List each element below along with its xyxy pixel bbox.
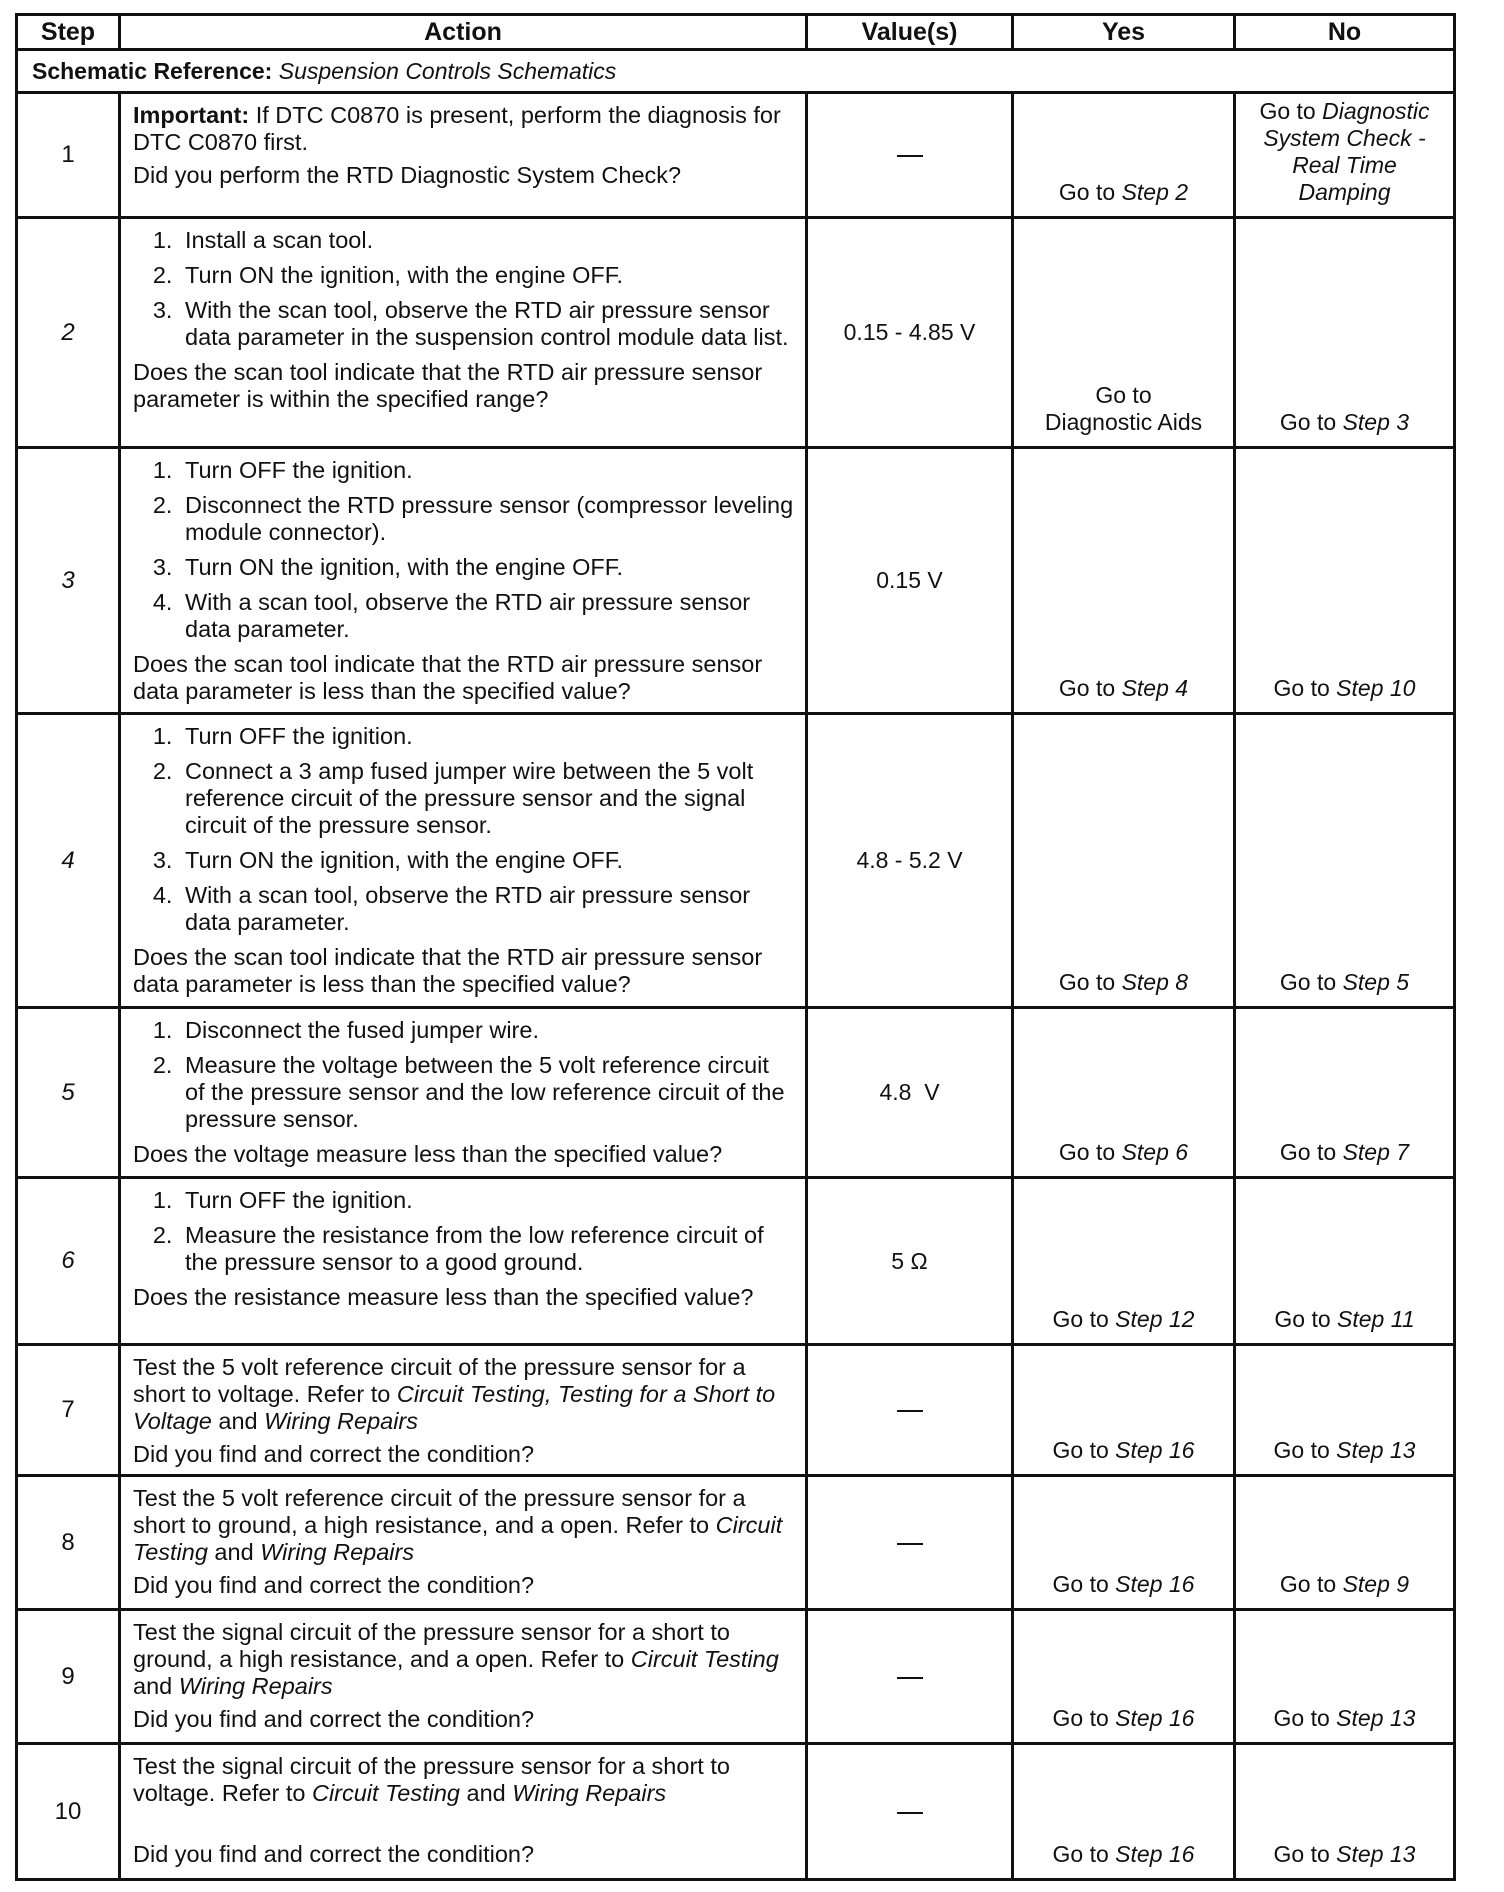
no-cell bbox=[1235, 1476, 1455, 1610]
step-row bbox=[17, 448, 1455, 714]
action-question: Did you find and correct the condition? bbox=[133, 1706, 535, 1732]
value-cell bbox=[807, 93, 1013, 218]
value-cell bbox=[807, 1610, 1013, 1744]
schematic-reference-label: Schematic Reference: bbox=[32, 57, 273, 84]
step-number: 1 bbox=[17, 93, 120, 218]
diagnostic-table bbox=[15, 13, 1456, 1881]
step-number: 6 bbox=[17, 1178, 120, 1345]
action-cell bbox=[120, 448, 807, 714]
goto-prefix: Go to bbox=[1259, 98, 1316, 124]
no-goto-link[interactable]: Step 13 bbox=[1336, 1841, 1416, 1867]
yes-goto-link[interactable]: Step 8 bbox=[1121, 969, 1189, 995]
yes-cell bbox=[1013, 448, 1235, 714]
no-cell bbox=[1235, 1345, 1455, 1476]
step-number: 7 bbox=[17, 1345, 120, 1476]
yes-goto-link[interactable]: Step 16 bbox=[1115, 1571, 1195, 1597]
action-question: Does the resistance measure less than the specified value? bbox=[133, 1284, 754, 1310]
no-cell bbox=[1235, 448, 1455, 714]
value-cell bbox=[807, 714, 1013, 1008]
reference-link[interactable]: Circuit Testing bbox=[311, 1780, 460, 1806]
instruction-text: Test the signal circuit of the pressure sensor for a short to ground, a high resistance, and a open. Refer to bbox=[133, 1619, 730, 1672]
substep: 2. Measure the voltage between the 5 volt reference circuit of the pressure sensor and the low reference circuit of the pressure sensor. bbox=[179, 1052, 795, 1133]
instruction-text: Test the signal circuit of the pressure sensor for a short to voltage. Refer to bbox=[133, 1753, 730, 1806]
goto-prefix: Go to bbox=[1273, 1705, 1330, 1731]
goto-prefix: Go to bbox=[1052, 1571, 1109, 1597]
spec-value: 0.15 V bbox=[876, 567, 943, 593]
step-row bbox=[17, 1345, 1455, 1476]
step-row bbox=[17, 1476, 1455, 1610]
substep: 4. With a scan tool, observe the RTD air pressure sensor data parameter. bbox=[179, 589, 795, 643]
action-cell bbox=[120, 714, 807, 1008]
no-cell bbox=[1235, 93, 1455, 218]
substep: 4. With a scan tool, observe the RTD air pressure sensor data parameter. bbox=[179, 882, 795, 936]
action-instruction bbox=[133, 1485, 795, 1566]
goto-prefix: Go to bbox=[1095, 382, 1152, 408]
no-cell bbox=[1235, 218, 1455, 448]
yes-cell bbox=[1013, 93, 1235, 218]
substep: 3. With the scan tool, observe the RTD air pressure sensor data parameter in the suspension control module data list. bbox=[179, 297, 795, 351]
step-number: 2 bbox=[17, 218, 120, 448]
important-note bbox=[133, 102, 795, 156]
spec-value: 4.8 V bbox=[879, 1079, 940, 1105]
reference-link[interactable]: Wiring Repairs bbox=[260, 1539, 415, 1565]
important-label: Important: bbox=[133, 102, 250, 128]
substep-list bbox=[133, 1187, 795, 1276]
instruction-text: and bbox=[460, 1780, 513, 1806]
no-cell bbox=[1235, 1178, 1455, 1345]
instruction-text: and bbox=[133, 1673, 179, 1699]
header-row bbox=[17, 15, 1455, 50]
substep: 2. Disconnect the RTD pressure sensor (compressor leveling module connector). bbox=[179, 492, 795, 546]
substep: 2. Measure the resistance from the low reference circuit of the pressure sensor to a good ground. bbox=[179, 1222, 795, 1276]
goto-prefix: Go to bbox=[1052, 1841, 1109, 1867]
step-number: 10 bbox=[17, 1744, 120, 1880]
no-goto-link[interactable]: Step 11 bbox=[1337, 1306, 1415, 1332]
action-instruction bbox=[133, 1619, 795, 1700]
yes-cell bbox=[1013, 714, 1235, 1008]
no-goto-link[interactable]: Step 13 bbox=[1336, 1437, 1416, 1463]
substep-list bbox=[133, 723, 795, 936]
instruction-text: and bbox=[211, 1408, 265, 1434]
reference-link[interactable]: Circuit Testing, Testing for a Short to Voltage bbox=[133, 1381, 776, 1434]
action-cell bbox=[120, 1744, 807, 1880]
goto-prefix: Go to bbox=[1058, 179, 1116, 205]
no-cell bbox=[1235, 1610, 1455, 1744]
header-step: Step bbox=[17, 15, 120, 50]
yes-goto-link[interactable]: Step 4 bbox=[1121, 675, 1189, 701]
action-instruction bbox=[133, 1753, 795, 1807]
goto-prefix: Go to bbox=[1052, 1705, 1109, 1731]
reference-link[interactable]: Circuit Testing bbox=[630, 1646, 779, 1672]
schematic-reference bbox=[17, 50, 1455, 93]
reference-link[interactable]: Wiring Repairs bbox=[178, 1673, 333, 1699]
yes-goto-link[interactable]: Step 12 bbox=[1115, 1306, 1195, 1332]
important-text: If DTC C0870 is present, perform the diagnosis for DTC C0870 first. bbox=[133, 102, 781, 155]
step-row bbox=[17, 1744, 1455, 1880]
substep-list bbox=[133, 457, 795, 643]
value-cell bbox=[807, 1476, 1013, 1610]
action-cell bbox=[120, 1178, 807, 1345]
substep: 1. Turn OFF the ignition. bbox=[179, 457, 795, 484]
goto-prefix: Go to bbox=[1058, 675, 1116, 701]
goto-prefix: Go to bbox=[1058, 969, 1116, 995]
no-value-dash bbox=[897, 1677, 923, 1679]
no-goto-link[interactable]: Step 3 bbox=[1342, 409, 1410, 435]
goto-prefix: Go to bbox=[1279, 1571, 1337, 1597]
step-row bbox=[17, 714, 1455, 1008]
value-cell bbox=[807, 448, 1013, 714]
action-question: Does the scan tool indicate that the RTD air pressure sensor data parameter is less than the specified value? bbox=[133, 944, 763, 997]
yes-goto-link[interactable]: Step 6 bbox=[1121, 1139, 1189, 1165]
spec-value: 4.8 - 5.2 V bbox=[856, 847, 963, 873]
no-value-dash bbox=[897, 1543, 923, 1545]
goto-prefix: Go to bbox=[1052, 1306, 1109, 1332]
yes-cell bbox=[1013, 1008, 1235, 1178]
instruction-text: Test the 5 volt reference circuit of the pressure sensor for a short to ground, a high resistance, and a open. Refer to bbox=[133, 1485, 746, 1538]
value-cell bbox=[807, 218, 1013, 448]
no-cell bbox=[1235, 1744, 1455, 1880]
action-cell bbox=[120, 1476, 807, 1610]
reference-link[interactable]: Wiring Repairs bbox=[512, 1780, 667, 1806]
substep: 1. Turn OFF the ignition. bbox=[179, 1187, 795, 1214]
header-values: Value(s) bbox=[807, 15, 1013, 50]
step-row bbox=[17, 218, 1455, 448]
yes-goto-link[interactable]: Step 16 bbox=[1115, 1841, 1195, 1867]
step-number: 5 bbox=[17, 1008, 120, 1178]
schematic-reference-row bbox=[17, 50, 1455, 93]
yes-cell bbox=[1013, 218, 1235, 448]
action-question: Did you find and correct the condition? bbox=[133, 1441, 535, 1467]
substep: 1. Disconnect the fused jumper wire. bbox=[179, 1017, 795, 1044]
action-question: Does the scan tool indicate that the RTD air pressure sensor data parameter is less than the specified value? bbox=[133, 651, 763, 704]
step-number: 4 bbox=[17, 714, 120, 1008]
header-yes: Yes bbox=[1013, 15, 1235, 50]
goto-prefix: Go to bbox=[1058, 1139, 1116, 1165]
yes-goto-link[interactable]: Step 2 bbox=[1121, 179, 1189, 205]
goto-prefix: Go to bbox=[1279, 1139, 1337, 1165]
yes-goto-link[interactable]: Diagnostic Aids bbox=[1044, 409, 1203, 435]
goto-prefix: Go to bbox=[1273, 1841, 1330, 1867]
substep: 3. Turn ON the ignition, with the engine OFF. bbox=[179, 554, 795, 581]
no-value-dash bbox=[897, 1410, 923, 1412]
action-cell bbox=[120, 218, 807, 448]
step-row bbox=[17, 93, 1455, 218]
header-action: Action bbox=[120, 15, 807, 50]
goto-prefix: Go to bbox=[1279, 969, 1337, 995]
step-row bbox=[17, 1610, 1455, 1744]
schematic-reference-link[interactable]: Suspension Controls Schematics bbox=[278, 57, 617, 84]
action-question: Does the voltage measure less than the specified value? bbox=[133, 1141, 723, 1167]
substep-list bbox=[133, 1017, 795, 1133]
reference-link[interactable]: Wiring Repairs bbox=[264, 1408, 419, 1434]
no-goto-link[interactable]: Step 13 bbox=[1336, 1705, 1416, 1731]
substep: 2. Turn ON the ignition, with the engine OFF. bbox=[179, 262, 795, 289]
goto-prefix: Go to bbox=[1273, 1437, 1330, 1463]
yes-cell bbox=[1013, 1610, 1235, 1744]
yes-cell bbox=[1013, 1178, 1235, 1345]
action-question: Does the scan tool indicate that the RTD air pressure sensor parameter is within the specified range? bbox=[133, 359, 763, 412]
no-value-dash bbox=[897, 1812, 923, 1814]
yes-goto-link[interactable]: Step 16 bbox=[1115, 1705, 1195, 1731]
action-cell bbox=[120, 1345, 807, 1476]
substep-list bbox=[133, 227, 795, 351]
no-goto-link[interactable]: Step 7 bbox=[1342, 1139, 1410, 1165]
no-goto-link[interactable]: Diagnostic System Check - Real Time Damping bbox=[1263, 98, 1430, 205]
step-number: 9 bbox=[17, 1610, 120, 1744]
no-cell bbox=[1235, 1008, 1455, 1178]
header-no: No bbox=[1235, 15, 1455, 50]
no-cell bbox=[1235, 714, 1455, 1008]
action-cell bbox=[120, 93, 807, 218]
value-cell bbox=[807, 1345, 1013, 1476]
step-row bbox=[17, 1178, 1455, 1345]
reference-link[interactable]: Circuit Testing bbox=[133, 1512, 783, 1565]
value-cell bbox=[807, 1744, 1013, 1880]
action-cell bbox=[120, 1008, 807, 1178]
substep: 1. Turn OFF the ignition. bbox=[179, 723, 795, 750]
goto-prefix: Go to bbox=[1279, 409, 1337, 435]
goto-prefix: Go to bbox=[1052, 1437, 1109, 1463]
yes-goto-link[interactable]: Step 16 bbox=[1115, 1437, 1195, 1463]
goto-prefix: Go to bbox=[1274, 1306, 1331, 1332]
no-value-dash bbox=[897, 155, 923, 157]
no-goto-link[interactable]: Step 10 bbox=[1336, 675, 1416, 701]
instruction-text: and bbox=[207, 1539, 261, 1565]
spec-value: 5 Ω bbox=[891, 1247, 928, 1274]
value-cell bbox=[807, 1008, 1013, 1178]
step-number: 3 bbox=[17, 448, 120, 714]
no-goto-link[interactable]: Step 5 bbox=[1342, 969, 1410, 995]
goto-prefix: Go to bbox=[1273, 675, 1330, 701]
yes-cell bbox=[1013, 1744, 1235, 1880]
substep: 3. Turn ON the ignition, with the engine OFF. bbox=[179, 847, 795, 874]
action-cell bbox=[120, 1610, 807, 1744]
substep: 1. Install a scan tool. bbox=[179, 227, 795, 254]
action-question: Did you perform the RTD Diagnostic System Check? bbox=[133, 162, 682, 188]
instruction-text: Test the 5 volt reference circuit of the pressure sensor for a short to voltage. Refer to bbox=[133, 1354, 746, 1407]
value-cell bbox=[807, 1178, 1013, 1345]
action-instruction bbox=[133, 1354, 795, 1435]
step-row bbox=[17, 1008, 1455, 1178]
no-goto-link[interactable]: Step 9 bbox=[1342, 1571, 1410, 1597]
substep: 2. Connect a 3 amp fused jumper wire between the 5 volt reference circuit of the pressure sensor and the signal circuit of the pressure sensor. bbox=[179, 758, 795, 839]
yes-cell bbox=[1013, 1345, 1235, 1476]
action-question: Did you find and correct the condition? bbox=[133, 1841, 535, 1867]
action-question: Did you find and correct the condition? bbox=[133, 1572, 535, 1598]
step-number: 8 bbox=[17, 1476, 120, 1610]
spec-value: 0.15 - 4.85 V bbox=[843, 319, 976, 345]
yes-cell bbox=[1013, 1476, 1235, 1610]
